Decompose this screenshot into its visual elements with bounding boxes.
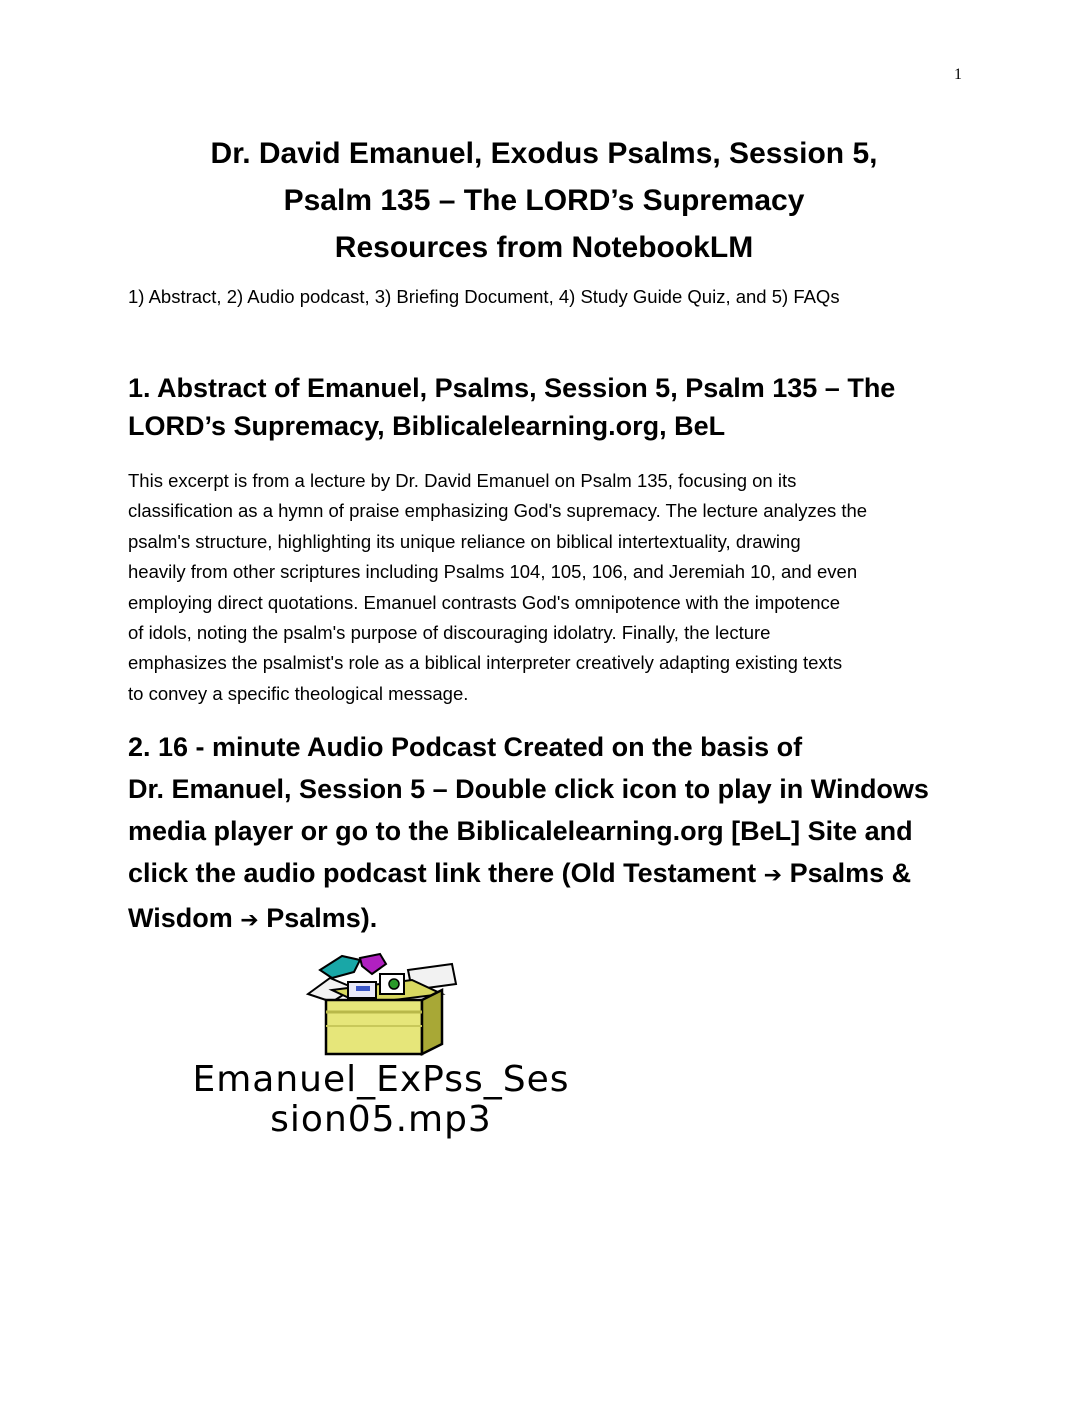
document-title	[0, 130, 1088, 271]
podcast-line-4	[128, 852, 968, 897]
title-line-2: Psalm 135 – The LORD’s Supremacy	[283, 184, 805, 217]
abstract-line: psalm's structure, highlighting its unique reliance on biblical intertextuality, drawing	[128, 530, 801, 552]
podcast-line-5-tail: Psalms).	[258, 903, 378, 933]
attachment-filename-line-1: Emanuel_ExPss_Ses	[192, 1059, 570, 1100]
podcast-line-2: Dr. Emanuel, Session 5 – Double click icon to play in Windows	[128, 774, 929, 804]
podcast-line-3: media player or go to the Biblicalelearning.org [BeL] Site and	[128, 816, 913, 846]
page-number: 1	[954, 66, 962, 83]
title-line-1: Dr. David Emanuel, Exodus Psalms, Session 5,	[210, 137, 878, 170]
podcast-line-4-tail: Psalms &	[782, 858, 912, 888]
abstract-line: heavily from other scriptures including Psalms 104, 105, 106, and Jeremiah 10, and even	[128, 561, 858, 583]
package-icon[interactable]	[302, 950, 462, 1058]
abstract-line: This excerpt is from a lecture by Dr. David Emanuel on Psalm 135, focusing on its	[128, 470, 797, 491]
attachment-filename-line-2: sion05.mp3	[270, 1099, 492, 1140]
abstract-heading	[128, 369, 968, 445]
attachment-filename[interactable]	[136, 1060, 626, 1140]
podcast-heading	[128, 726, 968, 942]
arrow-right-icon: ➔	[240, 908, 259, 933]
arrow-right-icon: ➔	[763, 863, 783, 888]
abstract-line: of idols, noting the psalm's purpose of discouraging idolatry. Finally, the lecture	[128, 622, 771, 644]
abstract-line: to convey a specific theological message.	[128, 682, 469, 704]
abstract-body	[128, 466, 968, 709]
podcast-line-5-text: Wisdom	[128, 903, 241, 933]
contents-list: 1) Abstract, 2) Audio podcast, 3) Briefing Document, 4) Study Guide Quiz, and 5) FAQs	[128, 286, 840, 307]
podcast-line-4-text: click the audio podcast link there (Old Testament	[128, 858, 764, 888]
abstract-line: classification as a hymn of praise emphasizing God's supremacy. The lecture analyzes the	[128, 500, 868, 522]
abstract-line: emphasizes the psalmist's role as a biblical interpreter creatively adapting existing texts	[128, 652, 843, 674]
abstract-heading-line-1: 1. Abstract of Emanuel, Psalms, Session 5, Psalm 135 – The	[128, 373, 896, 403]
abstract-line: employing direct quotations. Emanuel contrasts God's omnipotence with the impotence	[128, 591, 841, 613]
podcast-line-1: 2. 16 - minute Audio Podcast Created on the basis of	[128, 732, 803, 762]
abstract-heading-line-2: LORD’s Supremacy, Biblicalelearning.org, BeL	[128, 411, 726, 441]
podcast-line-5	[128, 897, 968, 942]
title-line-3: Resources from NotebookLM	[334, 231, 754, 264]
